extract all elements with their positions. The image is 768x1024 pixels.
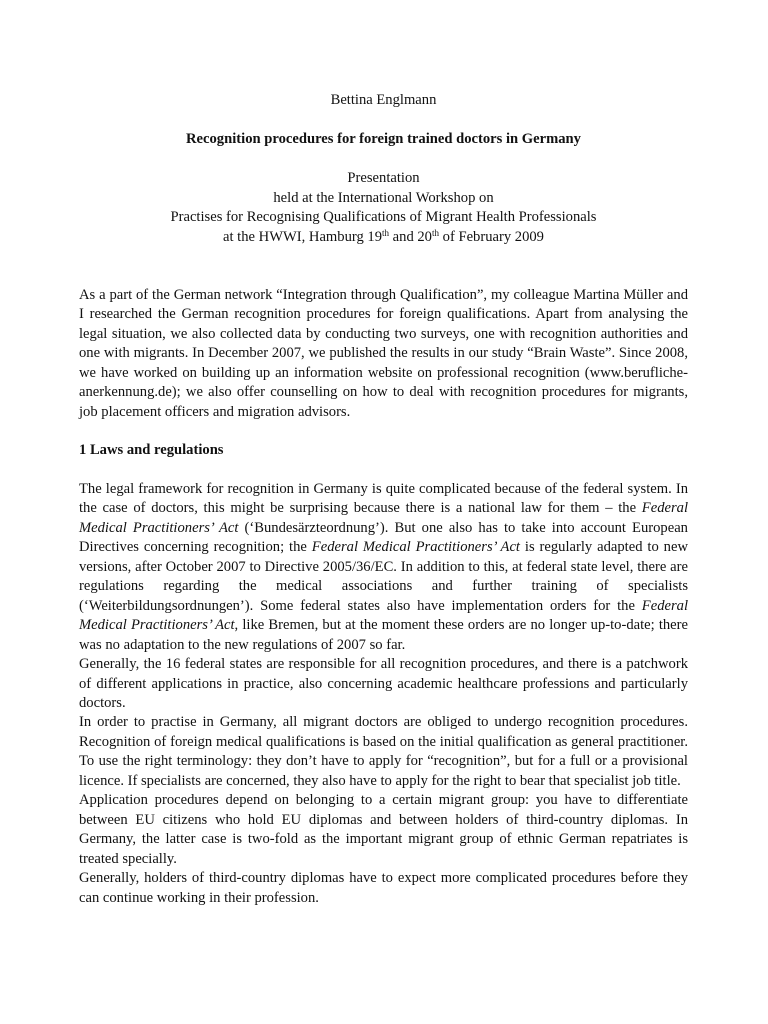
paragraph-text: (‘Bundesärzteordnung’). But one also has to take into account European Directives concerning recognition; the	[79, 519, 688, 556]
paragraph-text: The legal framework for recognition in Germany is quite complicated because of the federal system. In the case of doctors, this might be surprising because there is a national law for them – the	[79, 481, 688, 517]
act-name: Federal Medical Practitioners’ Act	[79, 597, 688, 634]
author-name: Bettina Englmann	[330, 92, 437, 108]
venue-line-4	[79, 228, 688, 248]
intro-paragraph	[79, 286, 688, 422]
paragraph: In order to practise in Germany, all migrant doctors are obliged to undergo recognition procedures. Recognition of foreign medical qualifications is based on the initial qualification as general practitioner. To use the right terminology: they don’t have to apply for “recognition”, but for a full or a provisional licence. If specialists are concerned, they also have to apply for the right to bear that specialist job title.	[79, 714, 688, 789]
intro-text: As a part of the German network “Integration through Qualification”, my colleague Martina Müller and I researched the German recognition procedures for foreign qualifications. Apart from analysing the legal situation, we also collected data by conducting two surveys, one with recognition authorities and one with migrants. In December 2007, we published the results in our study “Brain Waste”. Since 2008, we have worked on building up an information website on professional recognition (www.berufliche-anerkennung.de); we also offer counselling on how to deal with recognition procedures for migrants, job placement officers and migration advisors.	[79, 287, 688, 420]
paragraph: Generally, holders of third-country diplomas have to expect more complicated procedures before they can continue working in their profession.	[79, 870, 688, 906]
paragraph-text: , like Bremen, but at the moment these orders are no longer up-to-date; there was no adaptation to the new regulations of 2007 so far.	[79, 617, 688, 653]
venue-place: at the HWWI, Hamburg 19	[223, 228, 382, 245]
act-name: Federal Medical Practitioners’ Act	[311, 539, 520, 556]
section-heading-laws: 1 Laws and regulations	[79, 442, 224, 458]
venue-line-3: Practises for Recognising Qualifications of Migrant Health Professionals	[170, 209, 597, 225]
ordinal-suffix: th	[431, 227, 439, 238]
paragraph: Application procedures depend on belonging to a certain migrant group: you have to differentiate between EU citizens who hold EU diplomas and between holders of third-country diplomas. In Germany, the latter case is two-fold as the important migrant group of ethnic German repatriates is treated specially.	[79, 792, 688, 867]
act-name: Federal Medical Practitioners’ Act	[79, 500, 688, 536]
presentation-venue	[79, 169, 688, 247]
section-laws-body	[79, 480, 688, 908]
venue-and: and 20	[389, 228, 432, 245]
venue-date: of February 2009	[439, 228, 544, 245]
paragraph: Generally, the 16 federal states are responsible for all recognition procedures, and there is a patchwork of different applications in practice, also concerning academic healthcare professions and particularly doctors.	[79, 656, 688, 711]
paragraph	[79, 480, 688, 655]
ordinal-suffix: th	[382, 227, 390, 238]
venue-line-2: held at the International Workshop on	[273, 189, 494, 206]
document-title: Recognition procedures for foreign trained doctors in Germany	[186, 131, 581, 147]
paragraph-text: is regularly adapted to new versions, after October 2007 to Directive 2005/36/EC. In addition to this, at federal state level, there are regulations regarding the medical associations and further training of specialists (‘Weiterbildungsordnungen’). Some federal states also have implementation orders for the	[79, 539, 688, 614]
venue-line-1: Presentation	[347, 170, 420, 186]
